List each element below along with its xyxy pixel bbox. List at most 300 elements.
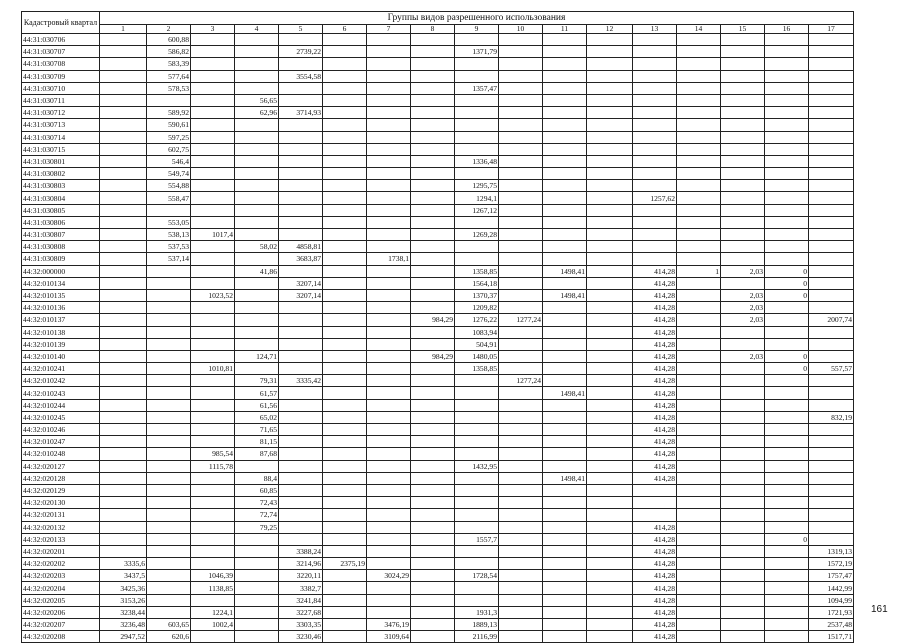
value-cell-col-2 <box>147 326 191 338</box>
value-cell-col-14 <box>677 302 721 314</box>
value-cell-col-8 <box>411 289 455 301</box>
table-row <box>22 521 854 533</box>
value-cell-col-14 <box>677 399 721 411</box>
value-cell-col-7 <box>367 399 411 411</box>
table-row <box>22 619 854 631</box>
value-cell-col-15 <box>721 82 765 94</box>
kadastr-quarter-cell: 44:32:010140 <box>22 350 100 362</box>
value-cell-col-17 <box>809 192 854 204</box>
table-row <box>22 570 854 582</box>
value-cell-col-1 <box>100 338 147 350</box>
value-cell-col-5: 3382,7 <box>279 582 323 594</box>
value-cell-col-9: 1336,48 <box>455 155 499 167</box>
value-cell-col-4: 79,25 <box>235 521 279 533</box>
value-cell-col-17 <box>809 265 854 277</box>
value-cell-col-8 <box>411 70 455 82</box>
value-cell-col-6 <box>323 155 367 167</box>
value-cell-col-13: 414,28 <box>633 350 677 362</box>
value-cell-col-4: 87,68 <box>235 448 279 460</box>
table-body <box>22 34 854 643</box>
value-cell-col-8 <box>411 411 455 423</box>
value-cell-col-8 <box>411 94 455 106</box>
kadastr-quarter-cell: 44:32:020132 <box>22 521 100 533</box>
value-cell-col-16 <box>765 387 809 399</box>
value-cell-col-1 <box>100 58 147 70</box>
value-cell-col-10 <box>499 204 543 216</box>
kadastr-quarter-cell: 44:32:020131 <box>22 509 100 521</box>
value-cell-col-7 <box>367 363 411 375</box>
value-cell-col-12 <box>587 180 633 192</box>
value-cell-col-8 <box>411 472 455 484</box>
value-cell-col-10 <box>499 253 543 265</box>
table-row <box>22 119 854 131</box>
value-cell-col-16 <box>765 448 809 460</box>
value-cell-col-5 <box>279 338 323 350</box>
value-cell-col-13 <box>633 143 677 155</box>
value-cell-col-11 <box>543 363 587 375</box>
value-cell-col-4 <box>235 302 279 314</box>
value-cell-col-8 <box>411 155 455 167</box>
value-cell-col-7 <box>367 387 411 399</box>
value-cell-col-2 <box>147 411 191 423</box>
value-cell-col-2 <box>147 460 191 472</box>
kadastr-quarter-cell: 44:32:010246 <box>22 424 100 436</box>
value-cell-col-14 <box>677 424 721 436</box>
value-cell-col-7 <box>367 277 411 289</box>
column-number-5: 5 <box>279 25 323 34</box>
value-cell-col-10 <box>499 338 543 350</box>
value-cell-col-13 <box>633 34 677 46</box>
table-row <box>22 460 854 472</box>
table-row <box>22 204 854 216</box>
value-cell-col-3 <box>191 82 235 94</box>
value-cell-col-7 <box>367 143 411 155</box>
value-cell-col-13: 414,28 <box>633 277 677 289</box>
value-cell-col-10 <box>499 143 543 155</box>
kadastr-quarter-cell: 44:32:010139 <box>22 338 100 350</box>
value-cell-col-12 <box>587 472 633 484</box>
value-cell-col-12 <box>587 533 633 545</box>
kadastr-quarter-cell: 44:32:020128 <box>22 472 100 484</box>
value-cell-col-12 <box>587 143 633 155</box>
value-cell-col-11 <box>543 448 587 460</box>
value-cell-col-5 <box>279 533 323 545</box>
value-cell-col-5 <box>279 94 323 106</box>
value-cell-col-7 <box>367 216 411 228</box>
value-cell-col-13 <box>633 119 677 131</box>
value-cell-col-14 <box>677 216 721 228</box>
value-cell-col-16 <box>765 314 809 326</box>
value-cell-col-8 <box>411 399 455 411</box>
value-cell-col-8 <box>411 582 455 594</box>
value-cell-col-8 <box>411 619 455 631</box>
value-cell-col-14 <box>677 253 721 265</box>
value-cell-col-9 <box>455 70 499 82</box>
value-cell-col-5: 2739,22 <box>279 46 323 58</box>
value-cell-col-4: 61,56 <box>235 399 279 411</box>
value-cell-col-16 <box>765 582 809 594</box>
value-cell-col-15 <box>721 497 765 509</box>
value-cell-col-10 <box>499 94 543 106</box>
cadastral-value-table <box>21 11 854 643</box>
value-cell-col-2 <box>147 582 191 594</box>
kadastr-quarter-cell: 44:32:020206 <box>22 606 100 618</box>
value-cell-col-8 <box>411 436 455 448</box>
value-cell-col-14 <box>677 131 721 143</box>
value-cell-col-6 <box>323 509 367 521</box>
value-cell-col-4: 41,86 <box>235 265 279 277</box>
value-cell-col-9: 1480,05 <box>455 350 499 362</box>
value-cell-col-6 <box>323 631 367 643</box>
table-row <box>22 168 854 180</box>
kadastr-quarter-cell: 44:32:000000 <box>22 265 100 277</box>
table-row <box>22 192 854 204</box>
value-cell-col-16 <box>765 631 809 643</box>
value-cell-col-7 <box>367 46 411 58</box>
value-cell-col-10: 1277,24 <box>499 375 543 387</box>
value-cell-col-13 <box>633 155 677 167</box>
value-cell-col-9: 1209,82 <box>455 302 499 314</box>
value-cell-col-16 <box>765 472 809 484</box>
value-cell-col-5 <box>279 509 323 521</box>
column-number-4: 4 <box>235 25 279 34</box>
value-cell-col-3 <box>191 338 235 350</box>
value-cell-col-17: 1721,93 <box>809 606 854 618</box>
table-row <box>22 131 854 143</box>
value-cell-col-4: 88,4 <box>235 472 279 484</box>
kadastr-quarter-cell: 44:31:030715 <box>22 143 100 155</box>
value-cell-col-13: 414,28 <box>633 545 677 557</box>
value-cell-col-9 <box>455 241 499 253</box>
kadastr-quarter-cell: 44:32:010247 <box>22 436 100 448</box>
table-row <box>22 387 854 399</box>
value-cell-col-17: 1319,13 <box>809 545 854 557</box>
value-cell-col-14 <box>677 289 721 301</box>
value-cell-col-16 <box>765 497 809 509</box>
value-cell-col-2 <box>147 94 191 106</box>
value-cell-col-12 <box>587 46 633 58</box>
value-cell-col-15: 2,03 <box>721 302 765 314</box>
value-cell-col-15 <box>721 229 765 241</box>
value-cell-col-13: 414,28 <box>633 460 677 472</box>
value-cell-col-14 <box>677 180 721 192</box>
value-cell-col-12 <box>587 411 633 423</box>
table-row <box>22 216 854 228</box>
value-cell-col-3 <box>191 265 235 277</box>
value-cell-col-5 <box>279 192 323 204</box>
value-cell-col-16 <box>765 192 809 204</box>
value-cell-col-10 <box>499 302 543 314</box>
value-cell-col-2 <box>147 497 191 509</box>
value-cell-col-16 <box>765 34 809 46</box>
value-cell-col-2 <box>147 606 191 618</box>
value-cell-col-1 <box>100 168 147 180</box>
value-cell-col-1: 3425,36 <box>100 582 147 594</box>
value-cell-col-8 <box>411 363 455 375</box>
value-cell-col-16 <box>765 606 809 618</box>
value-cell-col-8 <box>411 424 455 436</box>
value-cell-col-7 <box>367 558 411 570</box>
value-cell-col-13 <box>633 168 677 180</box>
value-cell-col-4 <box>235 192 279 204</box>
value-cell-col-15 <box>721 253 765 265</box>
value-cell-col-10 <box>499 411 543 423</box>
value-cell-col-6 <box>323 399 367 411</box>
value-cell-col-15 <box>721 326 765 338</box>
value-cell-col-11 <box>543 631 587 643</box>
value-cell-col-1 <box>100 436 147 448</box>
value-cell-col-6 <box>323 143 367 155</box>
table-row <box>22 363 854 375</box>
value-cell-col-16 <box>765 619 809 631</box>
value-cell-col-1 <box>100 399 147 411</box>
value-cell-col-8: 984,29 <box>411 350 455 362</box>
value-cell-col-1 <box>100 46 147 58</box>
value-cell-col-9 <box>455 472 499 484</box>
value-cell-col-9 <box>455 58 499 70</box>
value-cell-col-11 <box>543 594 587 606</box>
value-cell-col-1 <box>100 375 147 387</box>
value-cell-col-13: 414,28 <box>633 631 677 643</box>
value-cell-col-15 <box>721 58 765 70</box>
value-cell-col-14 <box>677 277 721 289</box>
value-cell-col-7 <box>367 484 411 496</box>
value-cell-col-2 <box>147 545 191 557</box>
value-cell-col-15 <box>721 204 765 216</box>
value-cell-col-3 <box>191 509 235 521</box>
value-cell-col-13: 414,28 <box>633 472 677 484</box>
value-cell-col-9: 1267,12 <box>455 204 499 216</box>
value-cell-col-11 <box>543 399 587 411</box>
value-cell-col-5 <box>279 82 323 94</box>
table-row <box>22 289 854 301</box>
value-cell-col-2: 578,53 <box>147 82 191 94</box>
value-cell-col-6 <box>323 497 367 509</box>
value-cell-col-12 <box>587 289 633 301</box>
value-cell-col-15 <box>721 241 765 253</box>
value-cell-col-17 <box>809 70 854 82</box>
value-cell-col-1 <box>100 216 147 228</box>
value-cell-col-16 <box>765 94 809 106</box>
value-cell-col-3 <box>191 326 235 338</box>
value-cell-col-15 <box>721 424 765 436</box>
column-number-8: 8 <box>411 25 455 34</box>
value-cell-col-15 <box>721 472 765 484</box>
value-cell-col-4 <box>235 204 279 216</box>
value-cell-col-9: 1931,3 <box>455 606 499 618</box>
value-cell-col-11 <box>543 521 587 533</box>
value-cell-col-9 <box>455 521 499 533</box>
value-cell-col-17 <box>809 253 854 265</box>
value-cell-col-1 <box>100 82 147 94</box>
value-cell-col-15 <box>721 582 765 594</box>
value-cell-col-4 <box>235 289 279 301</box>
value-cell-col-2 <box>147 387 191 399</box>
value-cell-col-9 <box>455 497 499 509</box>
value-cell-col-4 <box>235 216 279 228</box>
value-cell-col-14 <box>677 558 721 570</box>
value-cell-col-17 <box>809 302 854 314</box>
value-cell-col-13 <box>633 229 677 241</box>
kadastr-quarter-cell: 44:31:030708 <box>22 58 100 70</box>
value-cell-col-6 <box>323 570 367 582</box>
value-cell-col-13: 414,28 <box>633 375 677 387</box>
column-number-12: 12 <box>587 25 633 34</box>
value-cell-col-17 <box>809 533 854 545</box>
value-cell-col-7 <box>367 155 411 167</box>
value-cell-col-2: 600,88 <box>147 34 191 46</box>
value-cell-col-9 <box>455 34 499 46</box>
value-cell-col-3 <box>191 411 235 423</box>
kadastr-quarter-cell: 44:32:010136 <box>22 302 100 314</box>
value-cell-col-4 <box>235 131 279 143</box>
value-cell-col-2 <box>147 399 191 411</box>
kadastr-quarter-cell: 44:31:030804 <box>22 192 100 204</box>
kadastr-quarter-cell: 44:31:030808 <box>22 241 100 253</box>
value-cell-col-12 <box>587 204 633 216</box>
value-cell-col-4: 79,31 <box>235 375 279 387</box>
value-cell-col-15 <box>721 399 765 411</box>
value-cell-col-1 <box>100 253 147 265</box>
value-cell-col-3 <box>191 107 235 119</box>
value-cell-col-14 <box>677 338 721 350</box>
table-row <box>22 229 854 241</box>
value-cell-col-6 <box>323 94 367 106</box>
value-cell-col-12 <box>587 326 633 338</box>
value-cell-col-6 <box>323 472 367 484</box>
value-cell-col-4: 62,96 <box>235 107 279 119</box>
value-cell-col-7: 3024,29 <box>367 570 411 582</box>
value-cell-col-12 <box>587 545 633 557</box>
value-cell-col-6 <box>323 424 367 436</box>
value-cell-col-12 <box>587 70 633 82</box>
value-cell-col-8 <box>411 631 455 643</box>
value-cell-col-14 <box>677 241 721 253</box>
value-cell-col-8 <box>411 107 455 119</box>
value-cell-col-3 <box>191 387 235 399</box>
value-cell-col-4 <box>235 314 279 326</box>
value-cell-col-8 <box>411 448 455 460</box>
value-cell-col-14 <box>677 314 721 326</box>
value-cell-col-2: 537,53 <box>147 241 191 253</box>
value-cell-col-7 <box>367 606 411 618</box>
value-cell-col-7: 3476,19 <box>367 619 411 631</box>
value-cell-col-15: 2,03 <box>721 265 765 277</box>
value-cell-col-9 <box>455 484 499 496</box>
value-cell-col-17: 1442,99 <box>809 582 854 594</box>
value-cell-col-3: 1224,1 <box>191 606 235 618</box>
value-cell-col-2 <box>147 521 191 533</box>
value-cell-col-10 <box>499 46 543 58</box>
value-cell-col-16 <box>765 570 809 582</box>
value-cell-col-11 <box>543 131 587 143</box>
value-cell-col-1 <box>100 545 147 557</box>
kadastr-quarter-cell: 44:31:030710 <box>22 82 100 94</box>
value-cell-col-11 <box>543 619 587 631</box>
column-number-1: 1 <box>100 25 147 34</box>
value-cell-col-5: 3335,42 <box>279 375 323 387</box>
table-row <box>22 155 854 167</box>
value-cell-col-11 <box>543 82 587 94</box>
table-row <box>22 484 854 496</box>
value-cell-col-2: 558,47 <box>147 192 191 204</box>
value-cell-col-11: 1498,41 <box>543 472 587 484</box>
value-cell-col-6 <box>323 606 367 618</box>
value-cell-col-11 <box>543 533 587 545</box>
kadastr-header: Кадастровый квартал <box>22 12 100 34</box>
kadastr-quarter-cell: 44:31:030805 <box>22 204 100 216</box>
value-cell-col-14 <box>677 460 721 472</box>
value-cell-col-3: 1017,4 <box>191 229 235 241</box>
value-cell-col-14 <box>677 204 721 216</box>
value-cell-col-9: 1370,37 <box>455 289 499 301</box>
value-cell-col-17 <box>809 375 854 387</box>
value-cell-col-4: 71,65 <box>235 424 279 436</box>
value-cell-col-16 <box>765 143 809 155</box>
value-cell-col-15 <box>721 46 765 58</box>
value-cell-col-11 <box>543 545 587 557</box>
table-row <box>22 533 854 545</box>
value-cell-col-11: 1498,41 <box>543 387 587 399</box>
value-cell-col-8: 984,29 <box>411 314 455 326</box>
value-cell-col-11 <box>543 436 587 448</box>
value-cell-col-5 <box>279 411 323 423</box>
kadastr-quarter-cell: 44:31:030801 <box>22 155 100 167</box>
table-row <box>22 424 854 436</box>
value-cell-col-7 <box>367 411 411 423</box>
value-cell-col-9 <box>455 119 499 131</box>
value-cell-col-5: 3207,14 <box>279 289 323 301</box>
value-cell-col-1 <box>100 363 147 375</box>
value-cell-col-7 <box>367 302 411 314</box>
value-cell-col-1: 3153,26 <box>100 594 147 606</box>
value-cell-col-17 <box>809 216 854 228</box>
value-cell-col-8 <box>411 277 455 289</box>
value-cell-col-11 <box>543 277 587 289</box>
value-cell-col-1 <box>100 119 147 131</box>
value-cell-col-7 <box>367 436 411 448</box>
value-cell-col-15 <box>721 594 765 606</box>
value-cell-col-5: 3214,96 <box>279 558 323 570</box>
value-cell-col-3 <box>191 533 235 545</box>
value-cell-col-4 <box>235 326 279 338</box>
value-cell-col-2: 554,88 <box>147 180 191 192</box>
value-cell-col-17 <box>809 34 854 46</box>
value-cell-col-1 <box>100 521 147 533</box>
value-cell-col-9: 1295,75 <box>455 180 499 192</box>
value-cell-col-7 <box>367 289 411 301</box>
kadastr-quarter-cell: 44:32:020208 <box>22 631 100 643</box>
value-cell-col-1 <box>100 448 147 460</box>
value-cell-col-8 <box>411 606 455 618</box>
value-cell-col-13: 414,28 <box>633 558 677 570</box>
value-cell-col-9: 1728,54 <box>455 570 499 582</box>
value-cell-col-12 <box>587 34 633 46</box>
value-cell-col-13: 414,28 <box>633 521 677 533</box>
value-cell-col-9 <box>455 107 499 119</box>
value-cell-col-15 <box>721 34 765 46</box>
value-cell-col-16 <box>765 411 809 423</box>
table-row <box>22 180 854 192</box>
value-cell-col-3 <box>191 399 235 411</box>
value-cell-col-7 <box>367 192 411 204</box>
value-cell-col-5 <box>279 34 323 46</box>
value-cell-col-3 <box>191 375 235 387</box>
value-cell-col-1: 3236,48 <box>100 619 147 631</box>
value-cell-col-12 <box>587 363 633 375</box>
kadastr-quarter-cell: 44:32:020129 <box>22 484 100 496</box>
column-number-7: 7 <box>367 25 411 34</box>
